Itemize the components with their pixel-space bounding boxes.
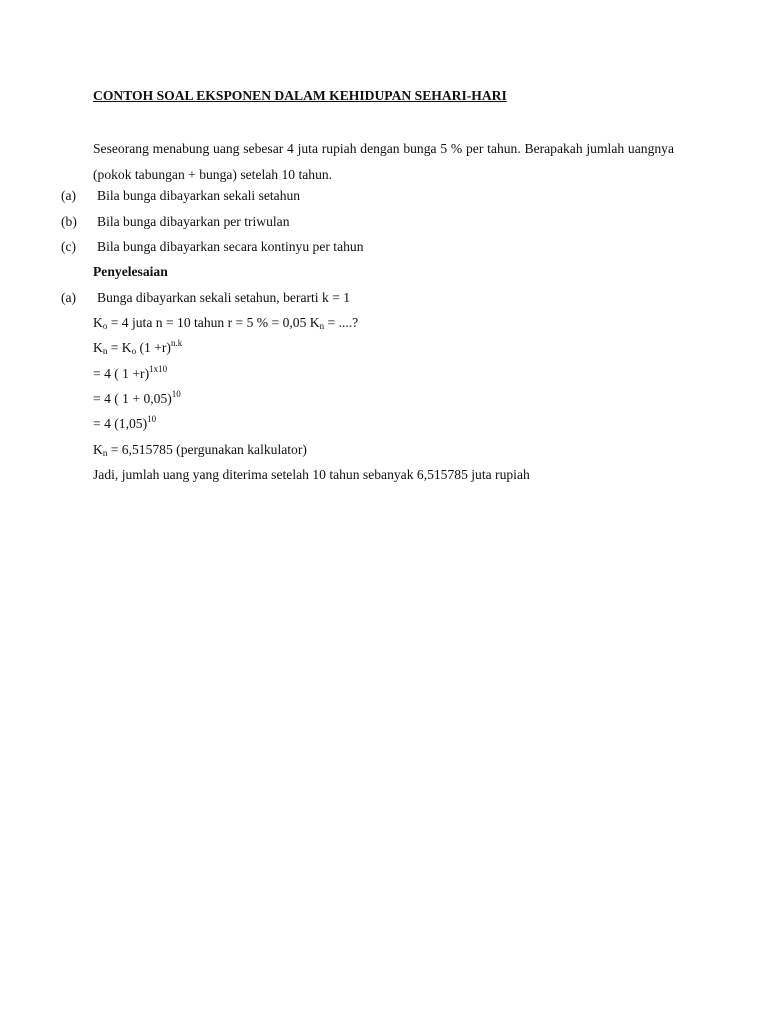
- formula-k: K: [93, 340, 103, 355]
- formula-line: [93, 338, 182, 358]
- formula-exponent: n.k: [170, 338, 183, 348]
- step-3-exponent: 10: [147, 414, 157, 424]
- option-c-marker: (c): [61, 239, 77, 254]
- option-b-marker: (b): [61, 214, 77, 229]
- formula-mid: = K: [107, 340, 132, 355]
- given-end: = ....?: [324, 315, 359, 330]
- step-2: [93, 389, 181, 409]
- step-3: [93, 414, 156, 434]
- conclusion: Jadi, jumlah uang yang diterima setelah 10 tahun sebanyak 6,515785 juta rupiah: [93, 467, 530, 482]
- given-k: K: [93, 315, 103, 330]
- result-line: [93, 440, 307, 460]
- problem-statement: Seseorang menabung uang sebesar 4 juta rupiah dengan bunga 5 % per tahun. Berapakah jumlah uangnya (pokok tabungan + bunga) setelah 10 tahun.: [93, 141, 674, 182]
- step-1-base: = 4 ( 1 +r): [93, 366, 150, 381]
- solution-heading: Penyelesaian: [93, 264, 168, 279]
- given-k-sub-o: o: [102, 321, 108, 331]
- option-c-text: Bila bunga dibayarkan secara kontinyu per tahun: [97, 239, 364, 254]
- step-1: [93, 364, 167, 384]
- result-k: K: [93, 442, 103, 457]
- option-a-marker: (a): [61, 188, 77, 203]
- document-title: CONTOH SOAL EKSPONEN DALAM KEHIDUPAN SEHARI-HARI: [93, 88, 507, 103]
- formula-rest: (1 +r): [136, 340, 171, 355]
- step-2-exponent: 10: [171, 389, 181, 399]
- formula-sub-o: o: [131, 346, 137, 356]
- step-1-exponent: 1x10: [149, 364, 168, 374]
- given-k-sub-n: n: [319, 321, 325, 331]
- option-a-text: Bila bunga dibayarkan sekali setahun: [97, 188, 301, 203]
- result-sub-n: n: [102, 448, 108, 458]
- given-mid: = 4 juta n = 10 tahun r = 5 % = 0,05 K: [107, 315, 320, 330]
- step-3-base: = 4 (1,05): [93, 416, 148, 431]
- solution-a-marker: (a): [61, 290, 77, 305]
- solution-a-text: Bunga dibayarkan sekali setahun, berarti k = 1: [97, 290, 351, 305]
- option-b-text: Bila bunga dibayarkan per triwulan: [97, 214, 290, 229]
- step-2-base: = 4 ( 1 + 0,05): [93, 391, 172, 406]
- formula-sub-n: n: [102, 346, 108, 356]
- given-values: [93, 313, 358, 333]
- result-rest: = 6,515785 (pergunakan kalkulator): [107, 442, 307, 457]
